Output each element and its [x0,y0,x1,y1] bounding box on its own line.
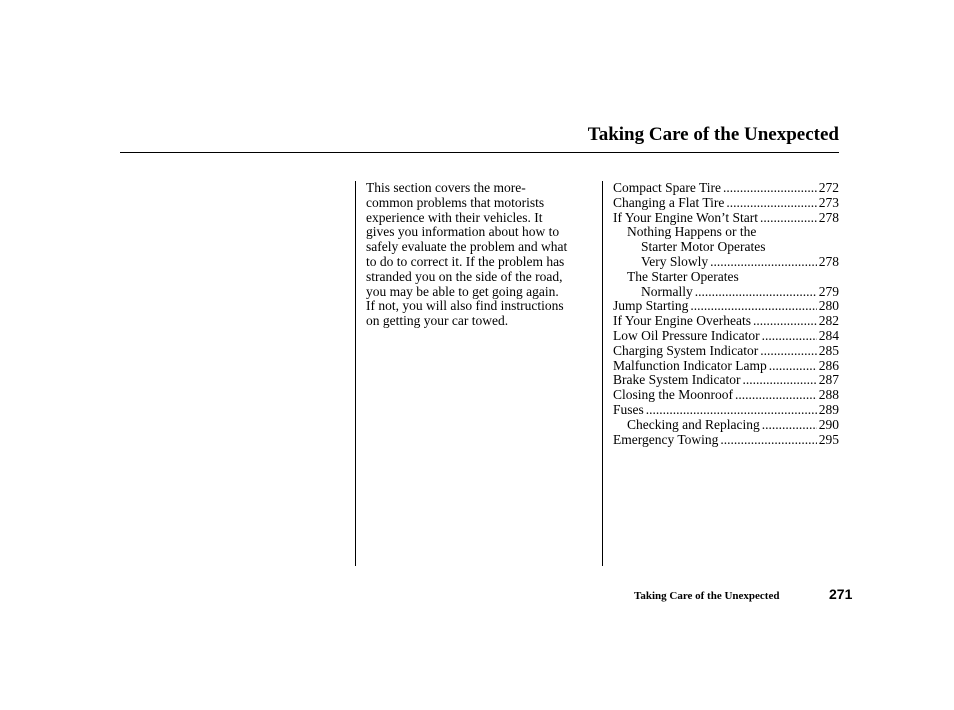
toc-entry-label: Very Slowly [641,253,709,269]
toc-subentry-label: The Starter Operates [627,268,739,284]
toc-entry-engine-overheats[interactable] [613,314,839,329]
toc-entry-label: Brake System Indicator [613,372,741,388]
toc-leader-dots [726,196,816,211]
toc-entry-malfunction-lamp[interactable] [613,359,839,374]
toc-leader-dots [735,388,817,403]
intro-line: stranded you on the side of the road, [366,268,563,284]
intro-line: on getting your car towed. [366,313,509,329]
toc-entry-page: 272 [818,180,839,195]
toc-entry-page: 285 [818,342,839,358]
toc-entry-label: Closing the Moonroof [613,387,733,403]
toc-entry-label: Compact Spare Tire [613,180,721,195]
intro-line: This section covers the more- [366,180,526,195]
toc-subentry-label: Starter Motor Operates [641,239,766,255]
toc-entry-label: If Your Engine Overheats [613,313,751,329]
intro-paragraph [366,181,596,329]
intro-line: experience with their vehicles. It [366,209,543,225]
toc-entry-low-oil-pressure[interactable] [613,329,839,344]
toc-entry-charging-system[interactable] [613,344,839,359]
toc-entry-label: Normally [641,283,693,299]
toc-entry-page: 278 [818,209,839,225]
toc-entry-changing-flat-tire[interactable] [613,196,839,211]
toc-entry-jump-starting[interactable] [613,299,839,314]
toc-entry-starter-very-slowly[interactable] [613,255,839,270]
header-rule [120,152,839,153]
toc-entry-starter-normally[interactable] [613,285,839,300]
toc-entry-checking-replacing[interactable] [613,418,839,433]
toc-leader-dots [695,285,817,300]
toc-entry-page: 284 [818,327,839,343]
toc-entry-page: 289 [818,401,839,417]
toc-entry-page: 273 [818,194,839,210]
toc-entry-label: Fuses [613,401,644,417]
toc-entry-label: Malfunction Indicator Lamp [613,357,767,373]
toc-leader-dots [690,299,816,314]
toc-entry-page: 295 [818,431,839,447]
toc-entry-page: 279 [818,283,839,299]
intro-line: If not, you will also find instructions [366,298,564,314]
toc-leader-dots [723,181,817,196]
toc-entry-label: Checking and Replacing [627,416,760,432]
toc-entry-page: 280 [818,298,839,314]
toc-entry-label: If Your Engine Won’t Start [613,209,759,225]
toc-entry-page: 282 [818,313,839,329]
toc-entry-page: 278 [818,253,839,269]
toc-subentry-label: Nothing Happens or the [627,224,757,240]
intro-line: common problems that motorists [366,194,545,210]
toc-leader-dots [760,211,817,226]
toc-entry-label: Emergency Towing [613,431,719,447]
toc-entry-page: 290 [818,416,839,432]
toc-leader-dots [710,255,817,270]
footer-section-label: Taking Care of the Unexpected [634,590,780,602]
toc-entry-closing-moonroof[interactable] [613,388,839,403]
toc-leader-dots [646,403,817,418]
toc-leader-dots [762,418,817,433]
toc-entry-page: 286 [818,357,839,373]
intro-line: you may be able to get going again. [366,283,559,299]
column-divider-left [355,181,356,566]
toc-entry-page: 287 [818,372,839,388]
toc-entry-page: 288 [818,387,839,403]
toc-leader-dots [720,433,816,448]
toc-entry-fuses[interactable] [613,403,839,418]
toc-entry-label: Changing a Flat Tire [613,194,725,210]
toc-leader-dots [762,329,817,344]
toc-entry-emergency-towing[interactable] [613,433,839,448]
toc-leader-dots [769,359,817,374]
toc-entry-engine-wont-start[interactable] [613,211,839,226]
table-of-contents [613,181,839,447]
toc-leader-dots [760,344,817,359]
column-divider-right [602,181,603,566]
toc-entry-label: Low Oil Pressure Indicator [613,327,760,343]
page-number: 271 [829,586,853,602]
intro-line: safely evaluate the problem and what [366,239,568,255]
intro-line: to do to correct it. If the problem has [366,253,565,269]
toc-entry-label: Charging System Indicator [613,342,759,358]
toc-entry-label: Jump Starting [613,298,689,314]
page-title: Taking Care of the Unexpected [587,124,839,145]
toc-leader-dots [753,314,817,329]
toc-leader-dots [742,373,816,388]
toc-entry-brake-system[interactable] [613,373,839,388]
intro-line: gives you information about how to [366,224,560,240]
toc-entry-compact-spare-tire[interactable] [613,181,839,196]
